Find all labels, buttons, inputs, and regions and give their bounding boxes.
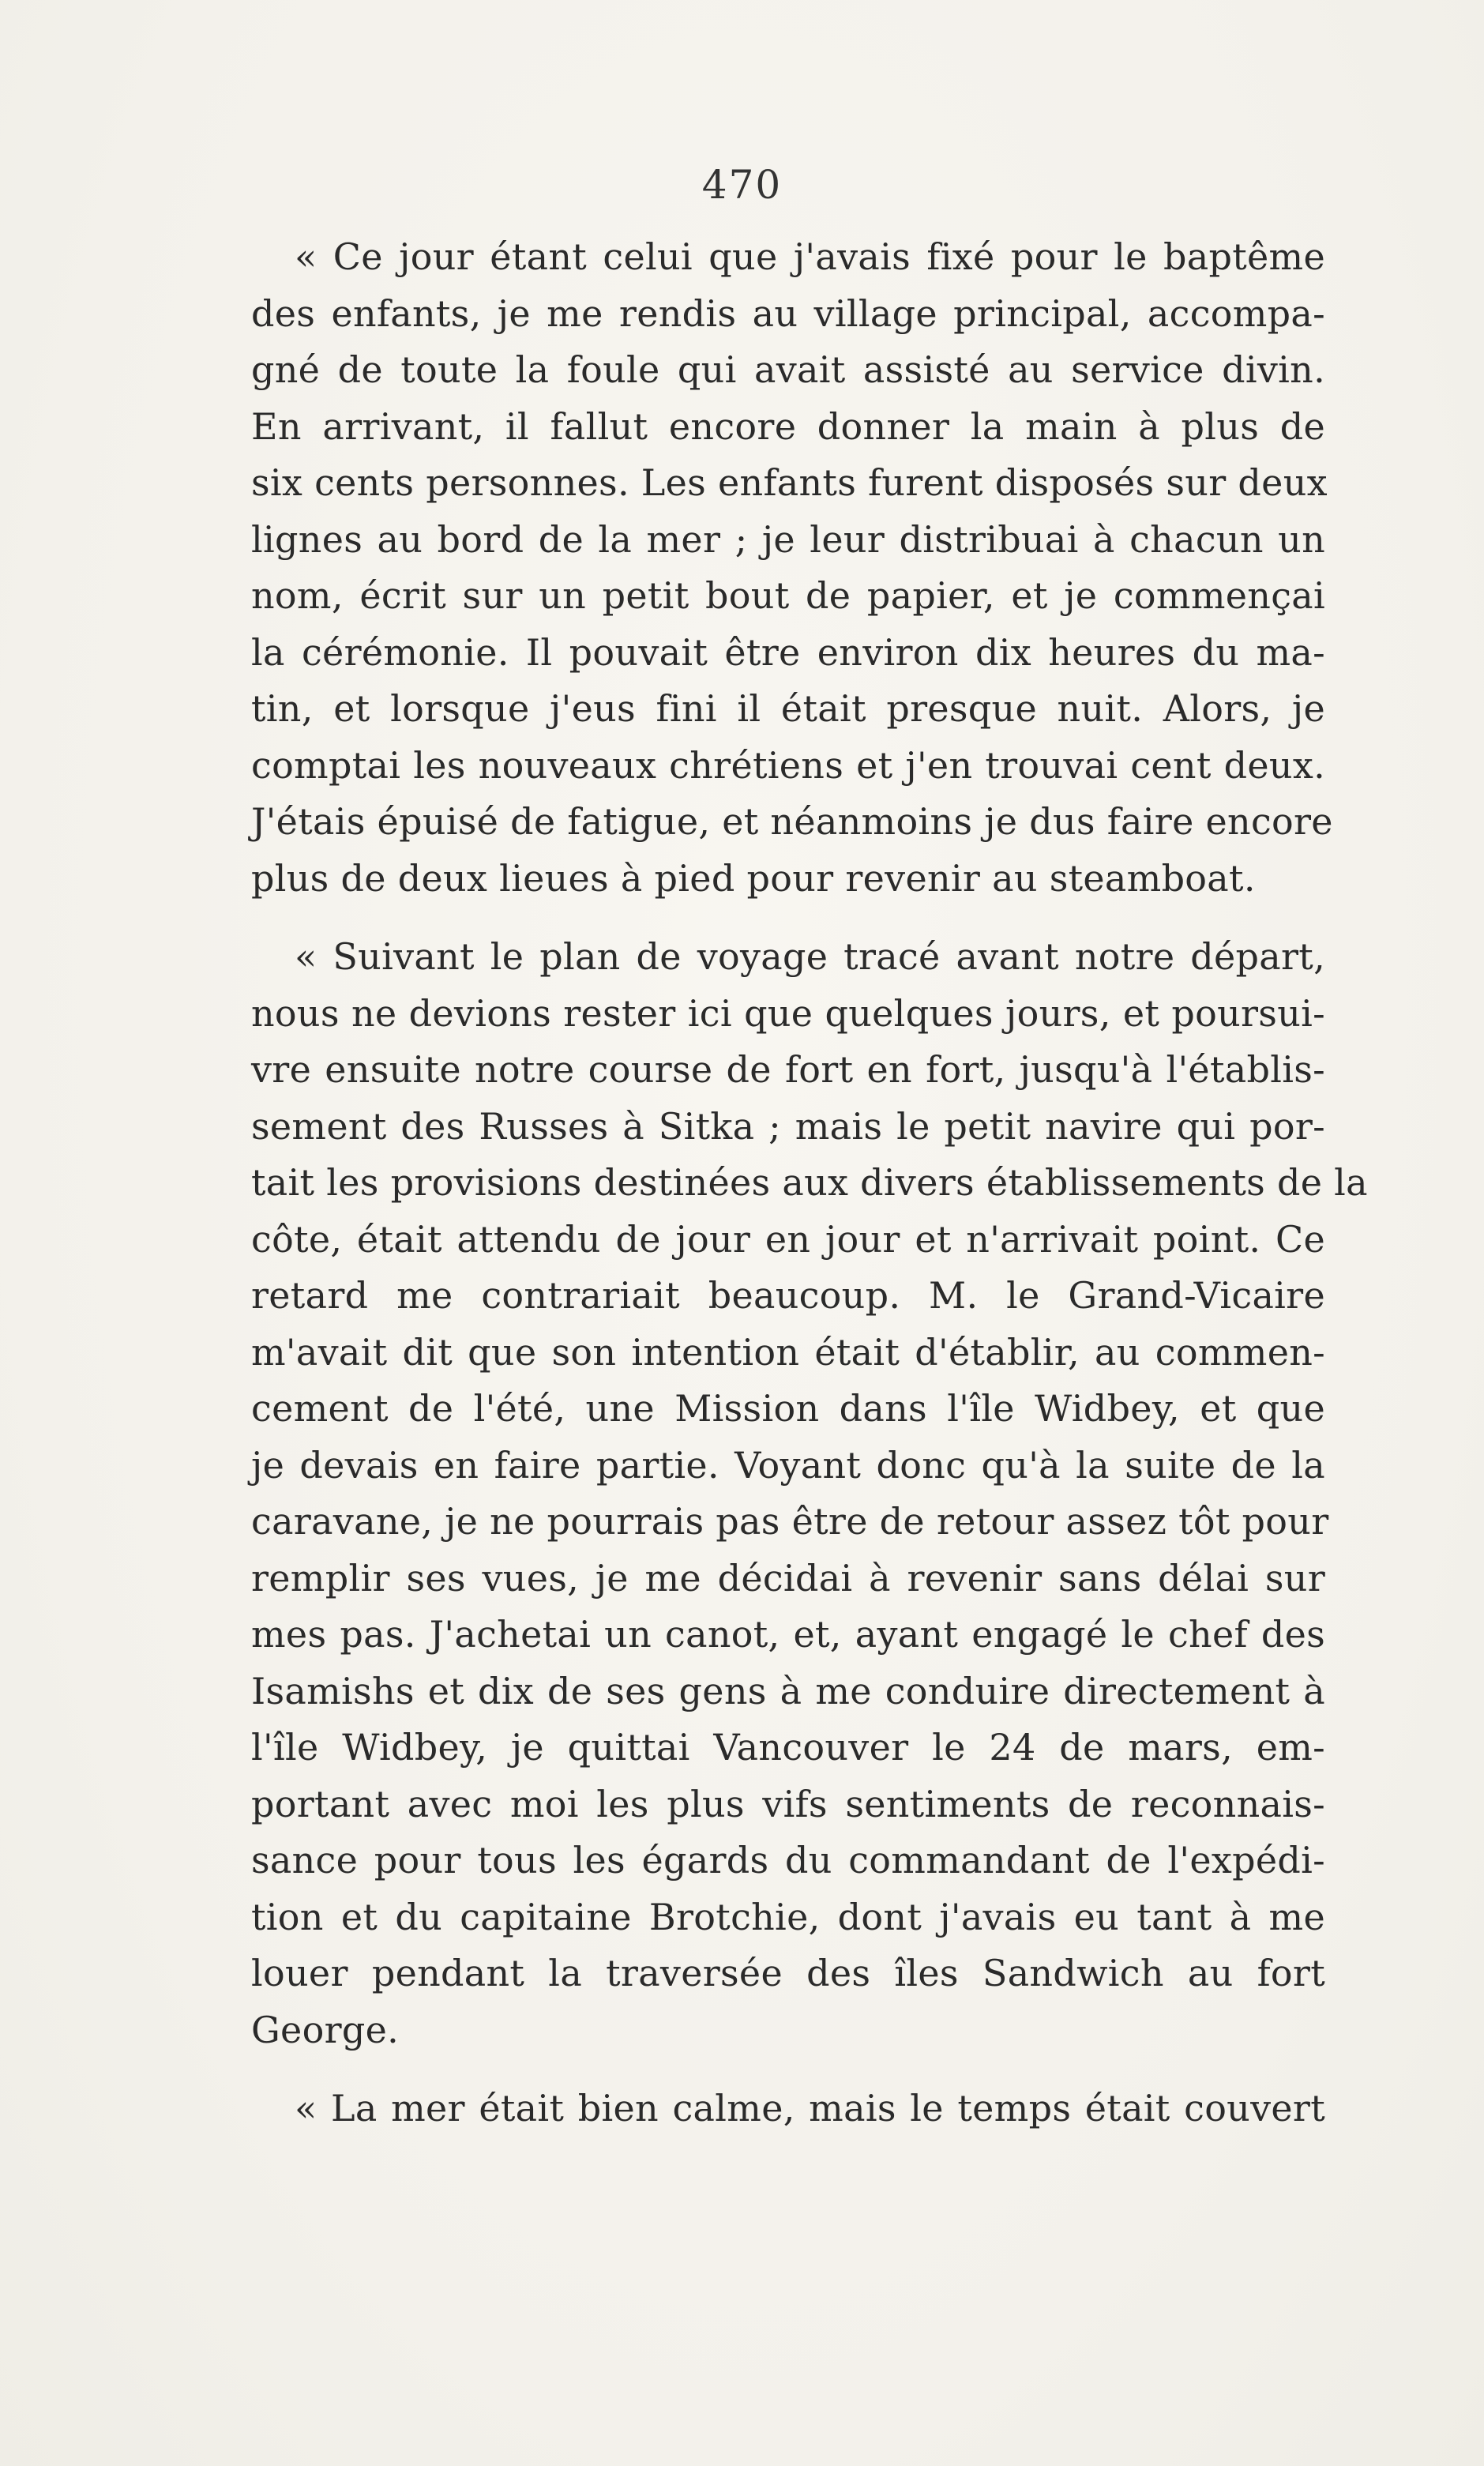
text-line: nom, écrit sur un petit bout de papier, et je commençai [251, 574, 1325, 617]
text-line: louer pendant la traversée des îles Sandwich au fort [251, 1952, 1325, 1994]
text-line: l'île Widbey, je quittai Vancouver le 24 de mars, em- [251, 1726, 1325, 1769]
text-line: « Suivant le plan de voyage tracé avant notre départ, [295, 935, 1325, 978]
text-line: tin, et lorsque j'eus fini il était presque nuit. Alors, je [251, 687, 1325, 730]
text-line: Isamishs et dix de ses gens à me conduire directement à [251, 1669, 1325, 1712]
text-line: caravane, je ne pourrais pas être de retour assez tôt pour [251, 1500, 1329, 1543]
paragraph-1 [251, 229, 1333, 907]
text-line: m'avait dit que son intention était d'établir, au commen- [251, 1330, 1325, 1374]
text-line: remplir ses vues, je me décidai à revenir sans délai sur [251, 1556, 1325, 1600]
text-line: des enfants, je me rendis au village principal, accompa- [251, 291, 1325, 335]
text-line: tait les provisions destinées aux divers établissements de la [251, 1161, 1368, 1204]
text-line: six cents personnes. Les enfants furent disposés sur deux [251, 461, 1328, 504]
paragraph-2 [251, 929, 1368, 2058]
text-line: George. [251, 2008, 400, 2051]
paragraph-3 [251, 2081, 1325, 2137]
text-line: sement des Russes à Sitka ; mais le petit navire qui por- [251, 1104, 1325, 1148]
text-line: tion et du capitaine Brotchie, dont j'avais eu tant à me [251, 1895, 1325, 1938]
text-line: la cérémonie. Il pouvait être environ dix heures du ma- [251, 630, 1325, 674]
text-line: « Ce jour étant celui que j'avais fixé pour le baptême [295, 235, 1325, 278]
text-line: « La mer était bien calme, mais le temps était couvert [295, 2087, 1325, 2130]
text-line: vre ensuite notre course de fort en fort, jusqu'à l'établis- [251, 1048, 1325, 1091]
text-line: je devais en faire partie. Voyant donc qu'à la suite de la [251, 1443, 1325, 1487]
text-line: En arrivant, il fallut encore donner la main à plus de [251, 404, 1325, 448]
text-line: J'étais épuisé de fatigue, et néanmoins je dus faire encore [251, 800, 1333, 843]
text-line: lignes au bord de la mer ; je leur distribuai à chacun un [251, 517, 1325, 561]
text-line: portant avec moi les plus vifs sentiments de reconnais- [251, 1782, 1325, 1825]
text-line: sance pour tous les égards du commandant de l'expédi- [251, 1839, 1325, 1881]
text-line: mes pas. J'achetai un canot, et, ayant engagé le chef des [251, 1613, 1325, 1656]
page-number: 470 [701, 162, 783, 208]
text-line: gné de toute la foule qui avait assisté au service divin. [251, 348, 1325, 391]
text-line: comptai les nouveaux chrétiens et j'en trouvai cent deux. [251, 743, 1325, 787]
body-text [251, 229, 1368, 2137]
text-line: cement de l'été, une Mission dans l'île Widbey, et que [251, 1387, 1325, 1430]
text-line: nous ne devions rester ici que quelques jours, et poursui- [251, 991, 1325, 1035]
text-line: côte, était attendu de jour en jour et n'arrivait point. Ce [251, 1217, 1325, 1261]
text-line: retard me contrariait beaucoup. M. le Grand-Vicaire [251, 1274, 1325, 1317]
text-line: plus de deux lieues à pied pour revenir au steamboat. [251, 856, 1256, 900]
